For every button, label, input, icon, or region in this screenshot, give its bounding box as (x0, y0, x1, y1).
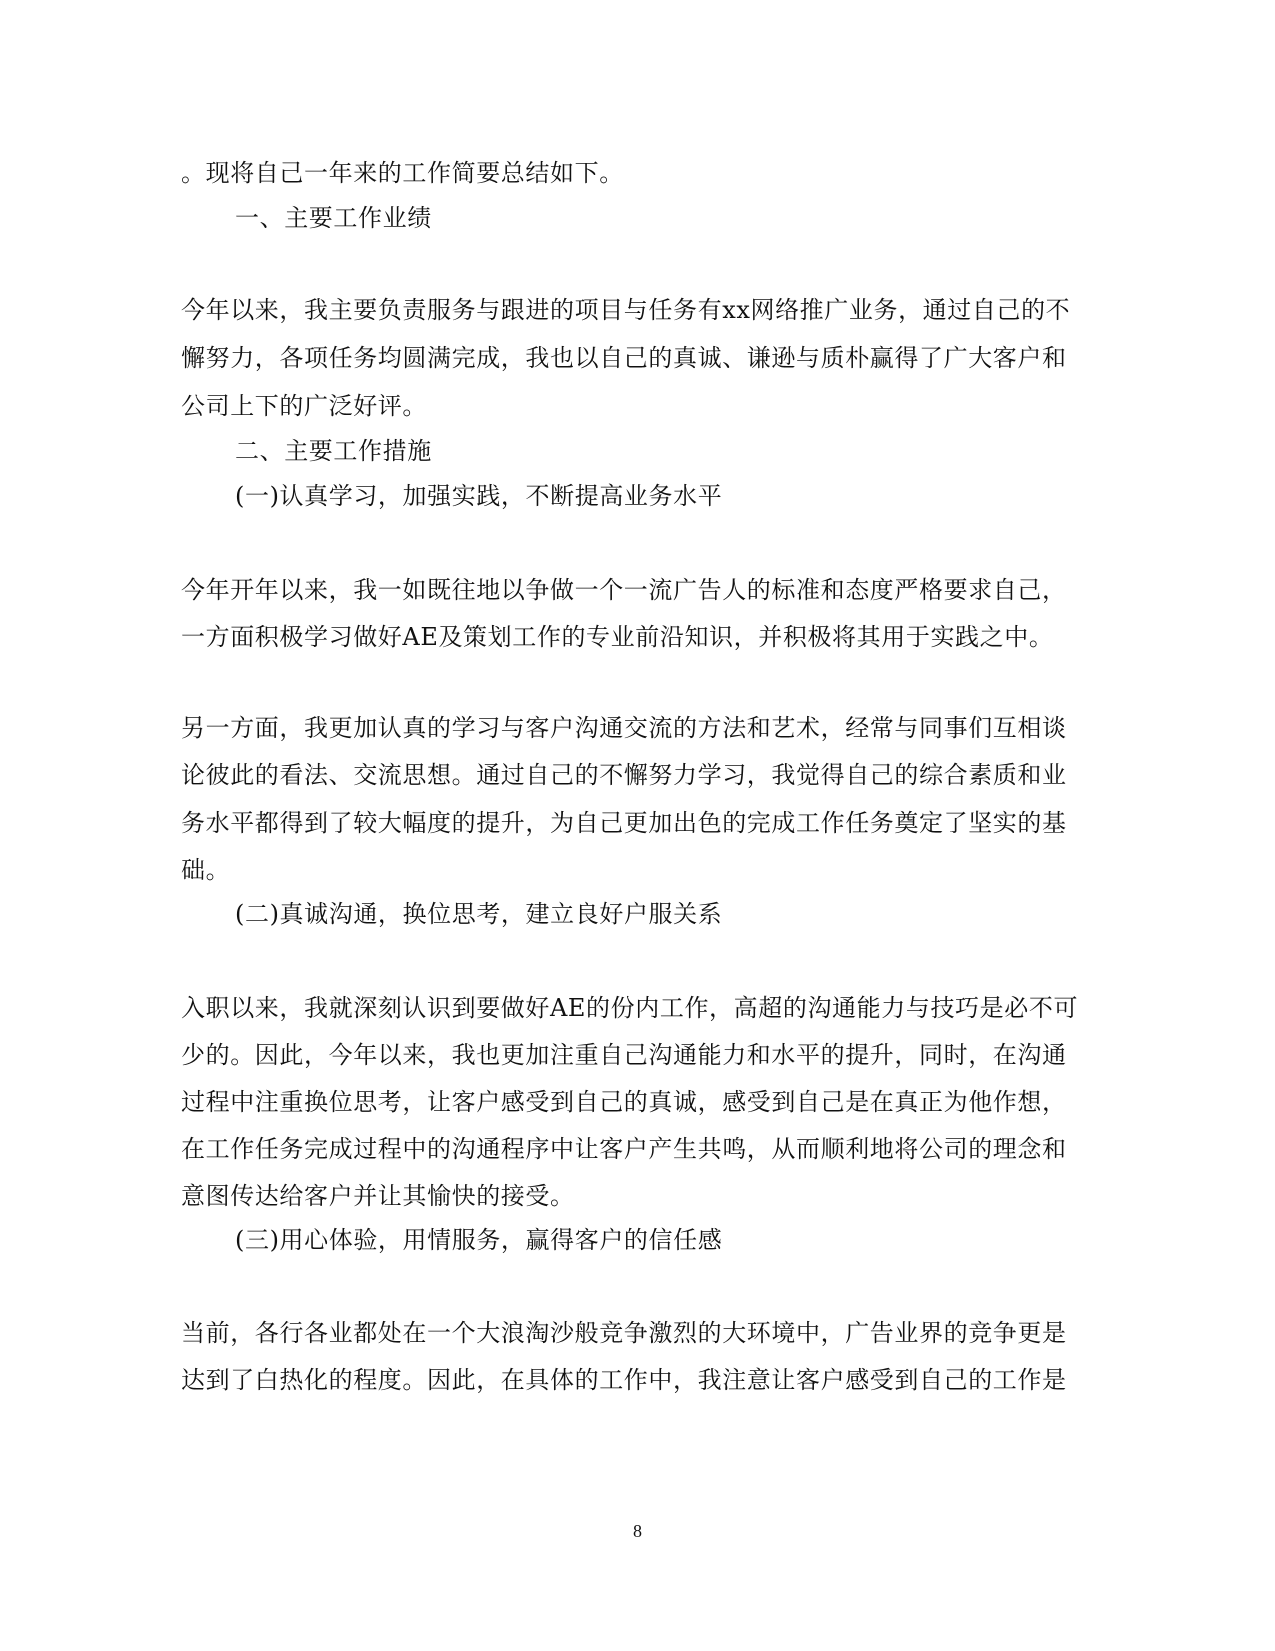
section-heading: 二、主要工作措施 (235, 437, 432, 465)
page-number: 8 (633, 1521, 642, 1541)
text-line: 达到了白热化的程度。因此，在具体的工作中，我注意让客户感受到自己的工作是 (181, 1366, 1067, 1394)
text-line: 入职以来，我就深刻认识到要做好AE的份内工作，高超的沟通能力与技巧是必不可 (181, 994, 1079, 1022)
text-line: 意图传达给客户并让其愉快的接受。 (181, 1182, 575, 1210)
text-line: 过程中注重换位思考，让客户感受到自己的真诚，感受到自己是在真正为他作想， (181, 1088, 1067, 1116)
text-line: 公司上下的广泛好评。 (181, 392, 427, 420)
section-heading: 一、主要工作业绩 (235, 204, 432, 232)
text-line: 础。 (181, 856, 231, 884)
text-line: 一方面积极学习做好AE及策划工作的专业前沿知识，并积极将其用于实践之中。 (181, 623, 1054, 651)
text-line: 少的。因此，今年以来，我也更加注重自己沟通能力和水平的提升，同时，在沟通 (181, 1041, 1067, 1069)
text-line: 。现将自己一年来的工作简要总结如下。 (181, 159, 624, 187)
text-line: 今年以来，我主要负责服务与跟进的项目与任务有xx网络推广业务，通过自己的不 (181, 296, 1071, 324)
text-line: 务水平都得到了较大幅度的提升，为自己更加出色的完成工作任务奠定了坚实的基 (181, 809, 1067, 837)
text-line: 今年开年以来，我一如既往地以争做一个一流广告人的标准和态度严格要求自己， (181, 576, 1067, 604)
subsection-heading: (三)用心体验，用情服务，赢得客户的信任感 (235, 1226, 723, 1254)
text-line: 当前，各行各业都处在一个大浪淘沙般竞争激烈的大环境中，广告业界的竞争更是 (181, 1319, 1067, 1347)
text-line: 在工作任务完成过程中的沟通程序中让客户产生共鸣，从而顺利地将公司的理念和 (181, 1135, 1067, 1163)
text-line: 懈努力，各项任务均圆满完成，我也以自己的真诚、谦逊与质朴赢得了广大客户和 (181, 344, 1067, 372)
subsection-heading: (一)认真学习，加强实践，不断提高业务水平 (235, 482, 723, 510)
subsection-heading: (二)真诚沟通，换位思考，建立良好户服关系 (235, 900, 723, 928)
text-line: 论彼此的看法、交流思想。通过自己的不懈努力学习，我觉得自己的综合素质和业 (181, 761, 1067, 789)
text-line: 另一方面，我更加认真的学习与客户沟通交流的方法和艺术，经常与同事们互相谈 (181, 714, 1067, 742)
